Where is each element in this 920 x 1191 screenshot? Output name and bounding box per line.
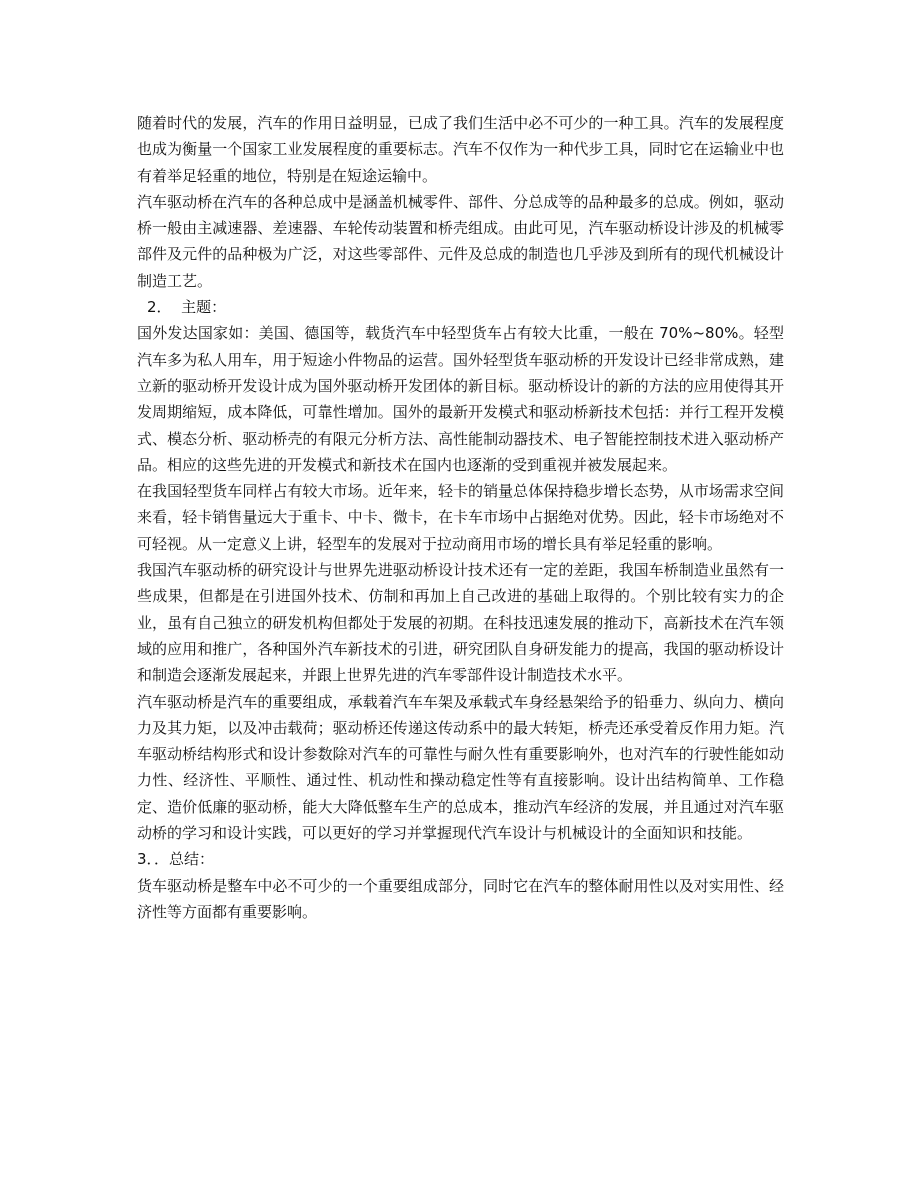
section-heading-summary: 3．．总结：: [137, 850, 215, 869]
document-body: [137, 110, 784, 925]
section-heading-topic: 2． 主题：: [147, 298, 227, 317]
paragraph-domestic-market: 在我国轻型货车同样占有较大市场。近年来，轻卡的销量总体保持稳步增长态势，从市场需求空间来看，轻卡销售量远大于重卡、中卡、微卡，在卡车市场中占据绝对优势。因此，轻卡市场绝对不可轻视。从一定意义上讲，轻型车的发展对于拉动商用市场的增长具有举足轻重的影响。: [137, 482, 784, 553]
paragraph-intro: 随着时代的发展，汽车的作用日益明显，已成了我们生活中必不可少的一种工具。汽车的发展程度也成为衡量一个国家工业发展程度的重要标志。汽车不仅作为一种代步工具，同时它在运输业中也有着举足轻重的地位，特别是在短途运输中。: [137, 114, 784, 185]
paragraph-drive-axle-importance: 汽车驱动桥是汽车的重要组成，承载着汽车车架及承载式车身经悬架给予的铅垂力、纵向力、横向力及其力矩，以及冲击载荷；驱动桥还传递这传动系中的最大转矩，桥壳还承受着反作用力矩。汽车驱动桥结构形式和设计参数除对汽车的可靠性与耐久性有重要影响外，也对汽车的行驶性能如动力性、经济性、平顺性、通过性、机动性和操动稳定性等有直接影响。设计出结构简单、工作稳定、造价低廉的驱动桥，能大大降低整车生产的总成本，推动汽车经济的发展，并且通过对汽车驱动桥的学习和设计实践，可以更好的学习并掌握现代汽车设计与机械设计的全面知识和技能。: [137, 692, 784, 843]
paragraph-foreign-development: 国外发达国家如：美国、德国等，载货汽车中轻型货车占有较大比重，一般在 70%~80%。轻型汽车多为私人用车，用于短途小件物品的运营。国外轻型货车驱动桥的开发设计已经非常成熟，建立新的驱动桥开发设计成为国外驱动桥开发团体的新目标。驱动桥设计的新的方法的应用使得其开发周期缩短，成本降低，可靠性增加。国外的最新开发模式和驱动桥新技术包括：并行工程开发模式、模态分析、驱动桥壳的有限元分析方法、高性能制动器技术、电子智能控制技术进入驱动桥产品。相应的这些先进的开发模式和新技术在国内也逐渐的受到重视并被发展起来。: [137, 324, 784, 474]
paragraph-domestic-research: 我国汽车驱动桥的研究设计与世界先进驱动桥设计技术还有一定的差距，我国车桥制造业虽然有一些成果，但都是在引进国外技术、仿制和再加上自己改进的基础上取得的。个别比较有实力的企业，虽有自己独立的研发机构但都处于发展的初期。在科技迅速发展的推动下，高新技术在汽车领域的应用和推广，各种国外汽车新技术的引进，研究团队自身研发能力的提高，我国的驱动桥设计和制造会逐渐发展起来，并跟上世界先进的汽车零部件设计制造技术水平。: [137, 561, 784, 685]
paragraph-drive-axle-overview: 汽车驱动桥在汽车的各种总成中是涵盖机械零件、部件、分总成等的品种最多的总成。例如，驱动桥一般由主减速器、差速器、车轮传动装置和桥壳组成。由此可见，汽车驱动桥设计涉及的机械零部件及元件的品种极为广泛，对这些零部件、元件及总成的制造也几乎涉及到所有的现代机械设计制造工艺。: [137, 192, 784, 290]
paragraph-summary: 货车驱动桥是整车中必不可少的一个重要组成部分，同时它在汽车的整体耐用性以及对实用性、经济性等方面都有重要影响。: [137, 876, 784, 921]
